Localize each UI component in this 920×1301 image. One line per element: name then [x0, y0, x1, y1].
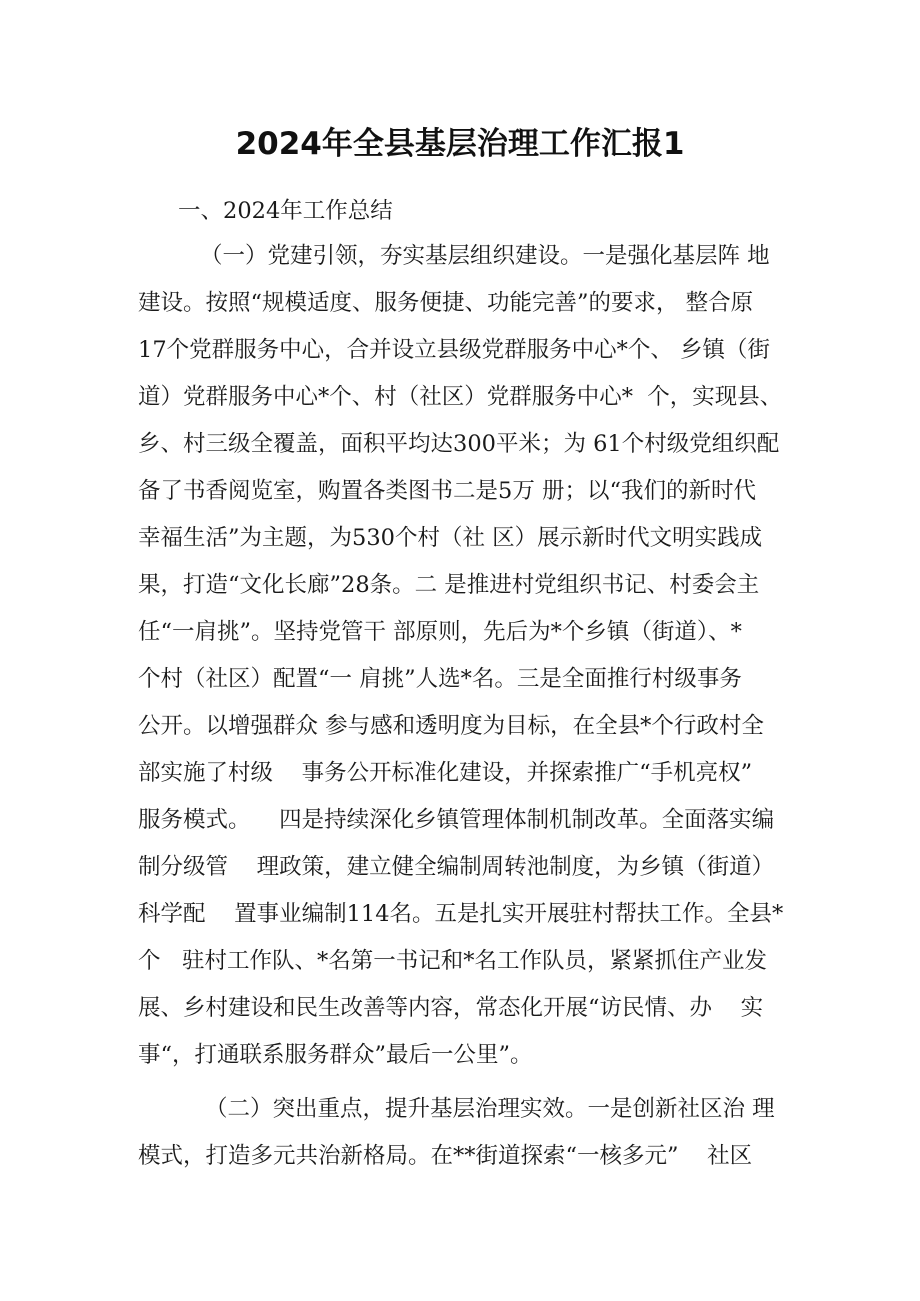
- section-heading: 一、2024年工作总结: [178, 198, 393, 224]
- paragraph-line: 幸福生活”为主题，为530个村（社 区）展示新时代文明实践成: [138, 525, 763, 551]
- paragraph-line: 公开。以增强群众 参与感和透明度为目标，在全县*个行政村全: [138, 713, 764, 739]
- paragraph-line: 部实施了村级 事务公开标准化建设，并探索推广“手机亮权”: [138, 760, 753, 786]
- paragraph-line: 服务模式。 四是持续深化乡镇管理体制机制改革。全面落实编: [138, 807, 775, 833]
- paragraph-line: 任“一肩挑”。坚持党管干 部原则，先后为*个乡镇（街道）、*: [138, 619, 742, 645]
- paragraph-line: （一）党建引领，夯实基层组织建设。一是强化基层阵 地: [200, 243, 770, 269]
- document-title: 2024年全县基层治理工作汇报1: [235, 126, 685, 162]
- paragraph-line: 乡、村三级全覆盖，面积平均达300平米；为 61个村级党组织配: [138, 431, 780, 457]
- paragraph-line: 科学配 置事业编制114名。五是扎实开展驻村帮扶工作。全县*: [138, 901, 784, 927]
- paragraph-line: 制分级管 理政策，建立健全编制周转池制度，为乡镇（街道）: [138, 854, 775, 880]
- paragraph-line: 展、乡村建设和民生改善等内容，常态化开展“访民情、办 实: [138, 995, 764, 1021]
- paragraph-line: 个村（社区）配置“一 肩挑”人选*名。三是全面推行村级事务: [138, 666, 742, 692]
- paragraph-line: 模式，打造多元共治新格局。在**街道探索“一核多元” 社区: [138, 1143, 753, 1169]
- paragraph-line: 果，打造“文化长廊”28条。二 是推进村党组织书记、村委会主: [138, 572, 760, 598]
- paragraph-line: （二）突出重点，提升基层治理实效。一是创新社区治 理: [205, 1096, 775, 1122]
- paragraph-line: 建设。按照“规模适度、服务便捷、功能完善”的要求， 整合原: [138, 290, 754, 316]
- paragraph-line: 道）党群服务中心*个、村（社区）党群服务中心* 个，实现县、: [138, 384, 783, 410]
- paragraph-line: 个 驻村工作队、*名第一书记和*名工作队员，紧紧抓住产业发: [138, 948, 767, 974]
- paragraph-line: 17个党群服务中心，合并设立县级党群服务中心*个、 乡镇（街: [138, 337, 771, 363]
- paragraph-line: 事“，打通联系服务群众”最后一公里”。: [138, 1042, 533, 1068]
- paragraph-line: 备了书香阅览室，购置各类图书二是5万 册；以“我们的新时代: [138, 478, 756, 504]
